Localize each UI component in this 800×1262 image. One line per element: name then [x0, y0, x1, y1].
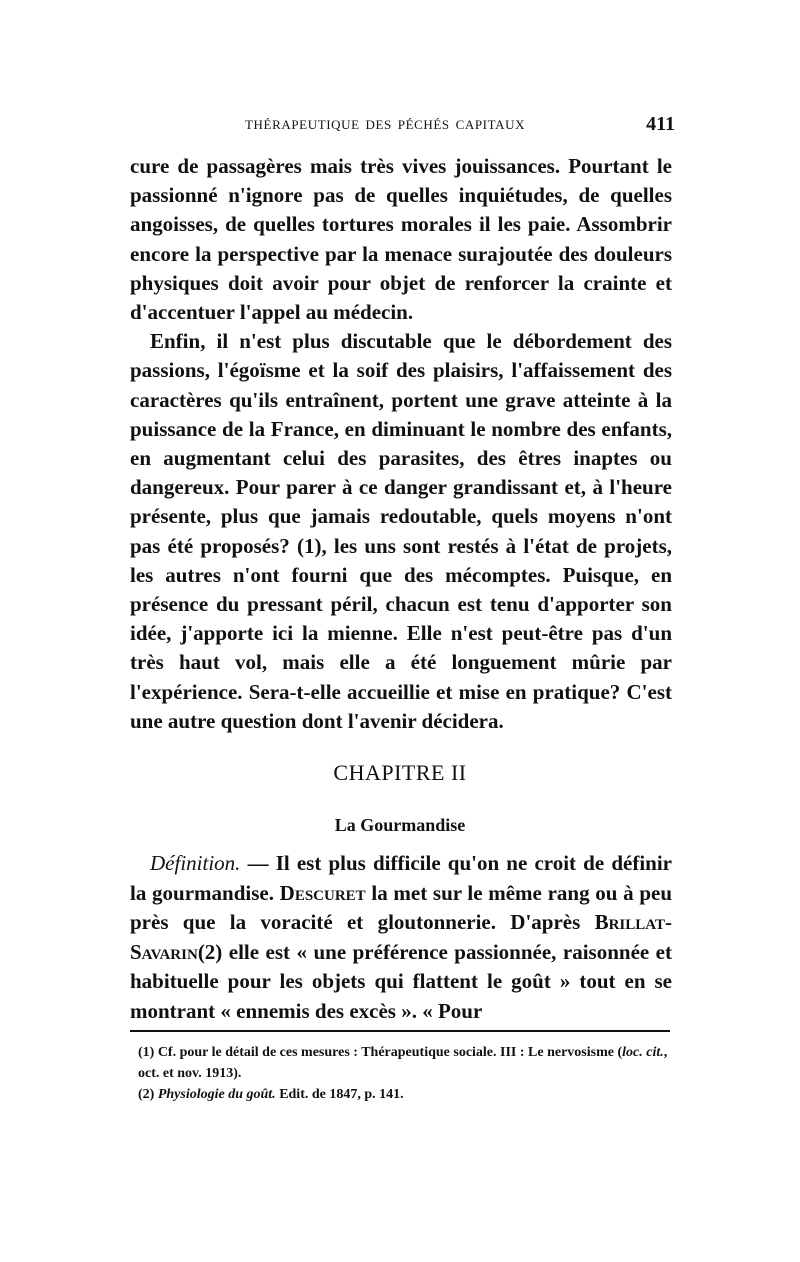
definition-paragraph — [130, 849, 672, 1026]
footnote-text: , oct. et nov. 1913). — [138, 1045, 668, 1081]
footnote — [130, 1084, 672, 1105]
paragraph: Enfin, il n'est plus discutable que le débordement des passions, l'égoïsme et la soif des plaisirs, l'affaissement des caractères qu'ils entraînent, portent une grave atteinte à la puissance de la France, en diminuant le nombre des enfants, en augmentant celui des parasites, des êtres inaptes ou dangereux. Pour parer à ce danger grandissant et, à l'heure présente, plus que jamais redoutable, quels moyens n'ont pas été proposés? (1), les uns sont restés à l'état de projets, les autres n'ont fourni que des mécomptes. Puisque, en présence du pressant péril, chacun est tenu d'apporter son idée, j'apporte ici la mienne. Elle n'est peut-être pas d'un très haut vol, mais elle a été longuement mûrie par l'expérience. Sera-t-elle accueillie et mise en pratique? C'est une autre question dont l'avenir décidera. — [130, 329, 672, 733]
author-name: Brillat-Savarin — [130, 910, 672, 964]
paragraph: cure de passagères mais très vives jouissances. Pourtant le passionné n'ignore pas de quelles inquiétudes, de quelles angoisses, de quelles tortures morales il les paie. Assombrir encore la perspective par la menace surajoutée des douleurs physiques doit avoir pour objet de renforcer la crainte et d'accentuer l'appel au médecin. — [130, 154, 672, 325]
text-run: (2) elle est « une préférence passionnée, raisonnée et habituelle pour les objets qui flattent le goût » tout en se montrant « ennemis des excès ». « Pour — [130, 939, 672, 1023]
footnote-text: (1) Cf. pour le détail de ces mesures : Thérapeutique sociale. III : Le nervosisme ( — [138, 1045, 623, 1060]
footnotes — [130, 1042, 672, 1105]
section-title: La Gourmandise — [334, 815, 466, 835]
footnote-citation: Physiologie du goût. — [157, 1087, 276, 1102]
running-head — [130, 113, 675, 143]
text-run: — Il est plus difficile qu'on ne croit de définir la gourmandise. — [130, 851, 672, 905]
body-text — [130, 152, 672, 736]
footnote-text: (2) — [138, 1087, 158, 1102]
footnote — [130, 1042, 672, 1084]
text-run: la met sur le même rang ou à peu près que la voracité et gloutonnerie. D'après — [130, 880, 673, 934]
chapter-heading: CHAPITRE II — [333, 760, 467, 785]
definition-label: Définition. — [150, 851, 241, 875]
footnote-rule — [130, 1030, 670, 1032]
page-number: 411 — [646, 113, 675, 135]
paragraph — [130, 849, 672, 1026]
footnote-text: Edit. de 1847, p. 141. — [275, 1087, 404, 1102]
footnote-citation: loc. cit. — [622, 1045, 664, 1060]
author-name: Descuret — [279, 880, 366, 905]
running-title: THÉRAPEUTIQUE DES PÉCHÉS CAPITAUX — [245, 117, 526, 132]
